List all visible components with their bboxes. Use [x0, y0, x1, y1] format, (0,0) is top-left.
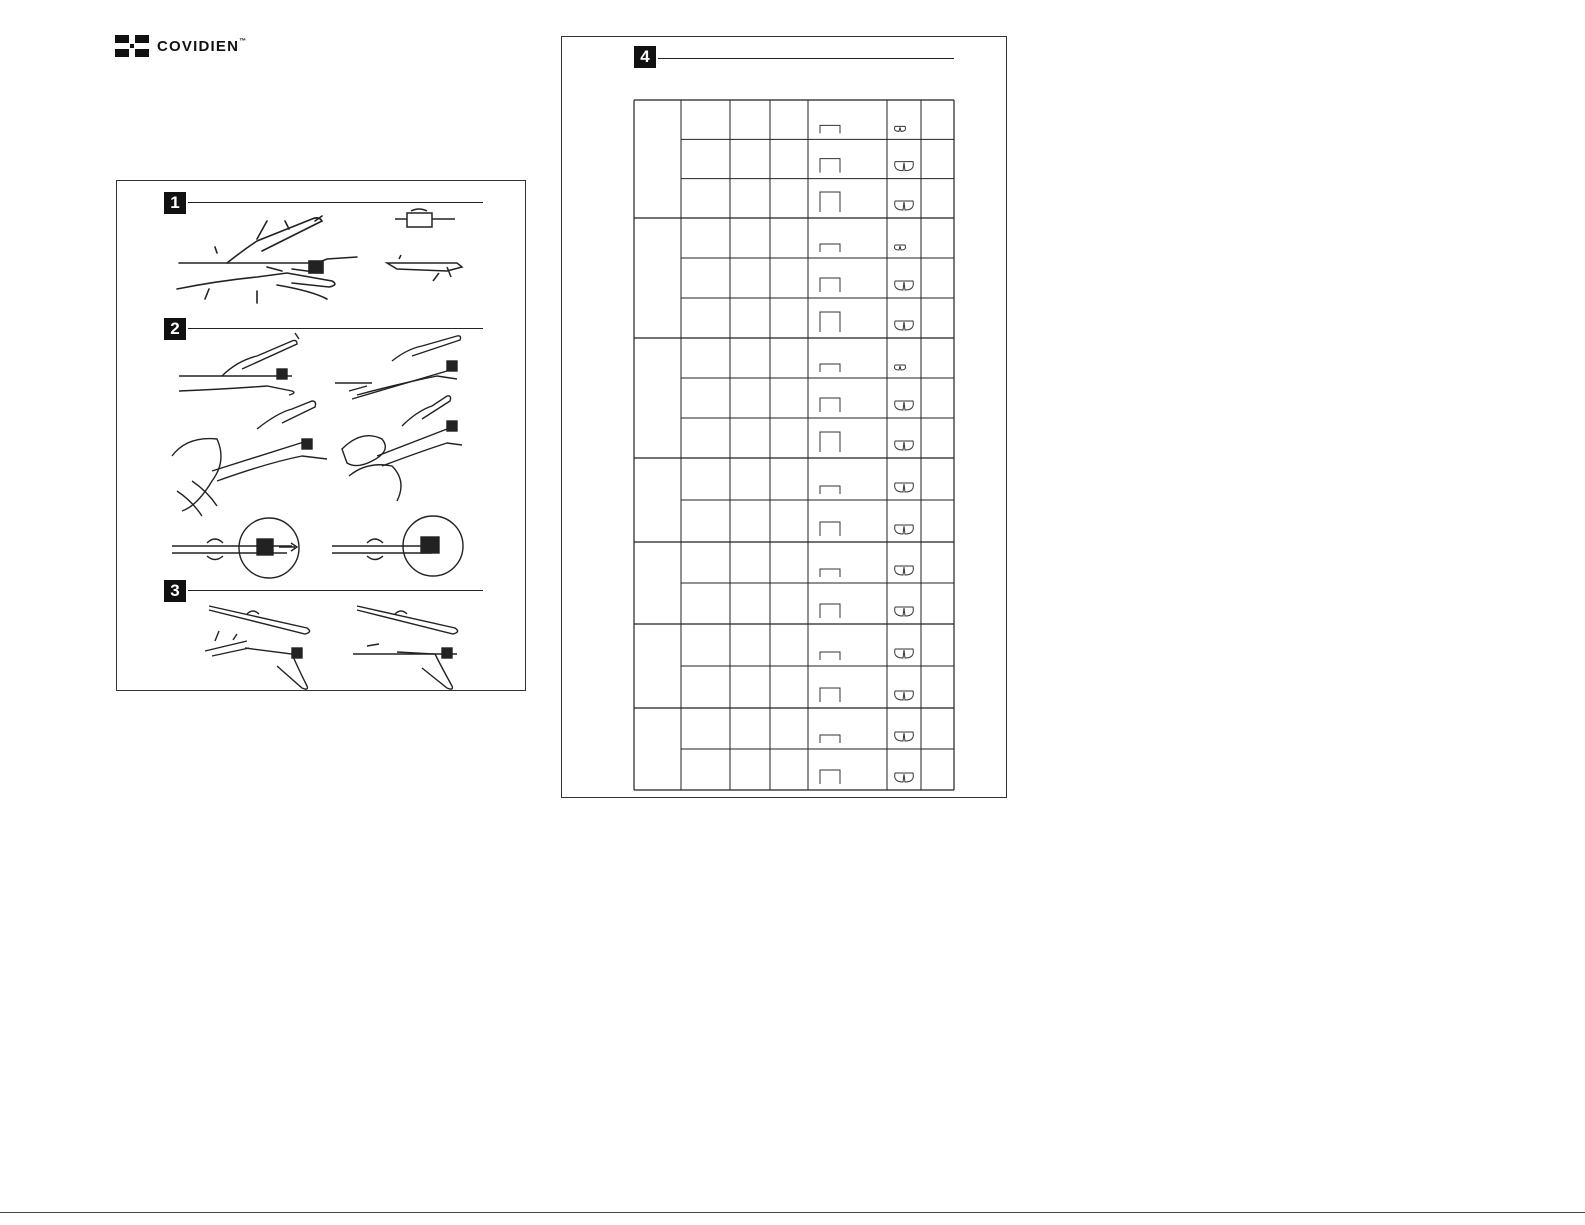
knob-detail-right-icon: [332, 516, 463, 576]
stapler-reload-icon: [353, 606, 458, 689]
staple-open-icon: [820, 244, 840, 252]
cross-logo-icon: [115, 35, 149, 57]
staple-open-icon: [820, 486, 840, 494]
staple-formed-icon: [895, 441, 914, 450]
staple-open-icon: [820, 735, 840, 743]
staple-open-icon: [820, 432, 840, 452]
stapler-open-icon: [205, 606, 310, 689]
staple-open-icon: [820, 398, 840, 412]
staple-open-icon: [820, 278, 840, 292]
staple-open-icon: [820, 770, 840, 784]
step-4-badge: 4: [634, 46, 656, 68]
staple-size-panel: [561, 36, 1007, 798]
staple-open-icon: [820, 125, 840, 133]
staple-formed-icon: [895, 732, 914, 741]
cartridge-icon: [395, 209, 455, 227]
staple-formed-icon: [895, 245, 906, 250]
staple-open-icon: [820, 688, 840, 702]
step-3-rule: [188, 590, 483, 591]
stapler-closing-icon: [335, 336, 461, 399]
step-1-badge: 1: [164, 192, 186, 214]
staple-open-icon: [820, 604, 840, 618]
anvil-half-icon: [387, 255, 462, 281]
staple-open-icon: [820, 569, 840, 577]
step-2-figure: [117, 331, 527, 591]
brand-name: COVIDIEN™: [157, 37, 248, 55]
staple-open-icon: [820, 312, 840, 332]
staple-formed-icon: [895, 201, 914, 210]
covidien-logo: [115, 35, 247, 57]
staple-formed-icon: [895, 162, 914, 171]
staple-formed-icon: [895, 483, 914, 492]
staple-formed-icon: [895, 365, 906, 370]
staple-formed-icon: [895, 607, 914, 616]
staple-formed-icon: [895, 525, 914, 534]
staple-formed-icon: [895, 649, 914, 658]
tissue-clamp-icon: [172, 401, 327, 516]
step-3-badge: 3: [164, 580, 186, 602]
staple-table-grid: [634, 100, 954, 790]
instructions-panel: [116, 180, 526, 691]
stapler-assembled-icon: [177, 216, 357, 303]
staple-open-icon: [820, 364, 840, 372]
staple-formed-icon: [895, 691, 914, 700]
staple-formed-icon: [895, 126, 906, 131]
step-1-figure: [117, 181, 527, 311]
staple-open-icon: [820, 159, 840, 173]
staple-formed-icon: [895, 773, 914, 782]
staple-size-table: [634, 100, 954, 790]
staple-formed-icon: [895, 401, 914, 410]
step-2-badge: 2: [164, 318, 186, 340]
stapler-loading-icon: [179, 333, 299, 395]
staple-open-icon: [820, 652, 840, 660]
knob-detail-icon: [172, 518, 299, 578]
staple-formed-icon: [895, 281, 914, 290]
step-3-figure: [117, 596, 527, 696]
staple-open-icon: [820, 522, 840, 536]
staple-open-icon: [820, 192, 840, 212]
staple-formed-icon: [895, 321, 914, 330]
page-bottom-rule: [0, 1212, 1585, 1213]
tissue-fire-icon: [342, 396, 462, 501]
step-2-rule: [188, 328, 483, 329]
staple-formed-icon: [895, 566, 914, 575]
step-4-rule: [658, 58, 954, 59]
